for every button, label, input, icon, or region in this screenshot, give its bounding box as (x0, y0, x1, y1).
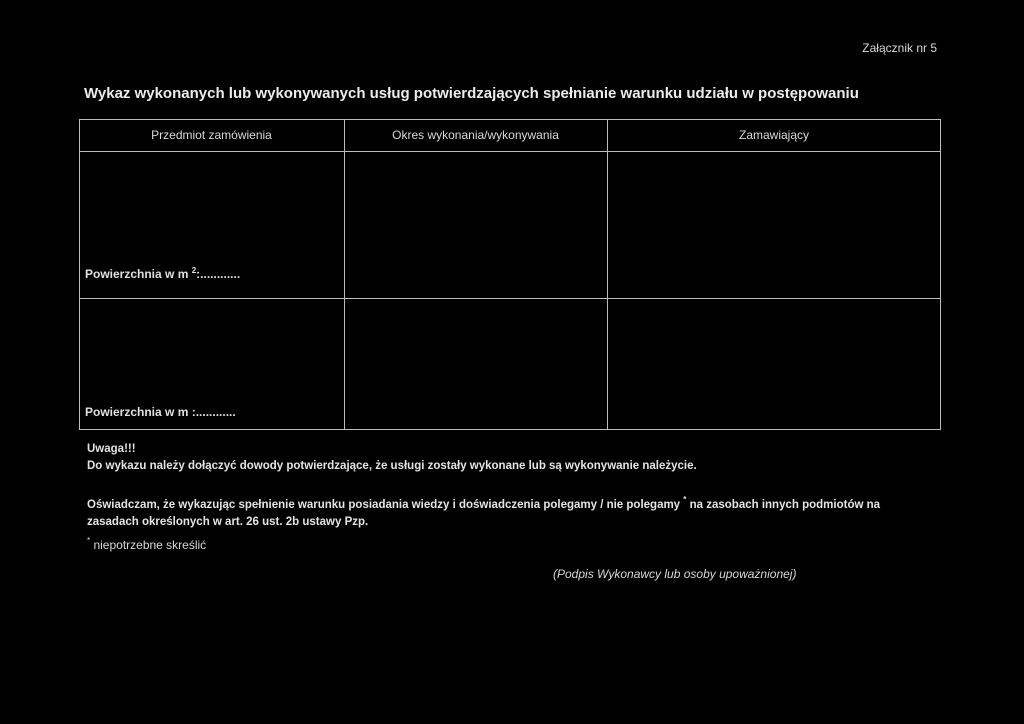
note-text: Do wykazu należy dołączyć dowody potwierdzające, że usługi zostały wykonane lub są wykonywanie należycie. (87, 460, 697, 472)
area-unit-exponent: 2 (191, 266, 197, 275)
area-label: Powierzchnia w m (85, 405, 189, 419)
footnote-text: niepotrzebne skreślić (90, 538, 207, 552)
annex-label: Załącznik nr 5 (862, 41, 937, 55)
declaration (87, 491, 917, 531)
footnote-marker: * (683, 495, 687, 504)
table-row-1-area (85, 266, 240, 281)
document-title: Wykaz wykonanych lub wykonywanych usług potwierdzających spełnianie warunku udziału w postępowaniu (84, 85, 859, 102)
footnote (87, 536, 206, 552)
table-header-divider (79, 151, 941, 152)
column-header-client: Zamawiający (738, 128, 810, 142)
declaration-part-1: Oświadczam, że wykazując spełnienie warunku posiadania wiedzy i doświadczenia polegamy / nie polegamy (87, 499, 681, 511)
area-value-blank: :............ (191, 405, 236, 419)
table-row-2-area (85, 404, 236, 419)
table-column-divider (344, 119, 345, 430)
footnote-marker: * (87, 536, 91, 545)
table-column-divider (607, 119, 608, 430)
declaration-part-2: na zasobach innych podmiotów na zasadach określonych w art. 26 ust. 2b ustawy Pzp. (87, 499, 881, 528)
area-label: Powierzchnia w m (85, 267, 189, 281)
column-header-subject: Przedmiot zamówienia (151, 128, 272, 142)
table-row-divider (79, 298, 941, 299)
signature-caption: (Podpis Wykonawcy lub osoby upoważnionej) (553, 567, 797, 581)
area-value-blank: :............ (196, 267, 241, 281)
note-heading: Uwaga!!! (87, 443, 136, 455)
column-header-period: Okres wykonania/wykonywania (392, 128, 559, 142)
